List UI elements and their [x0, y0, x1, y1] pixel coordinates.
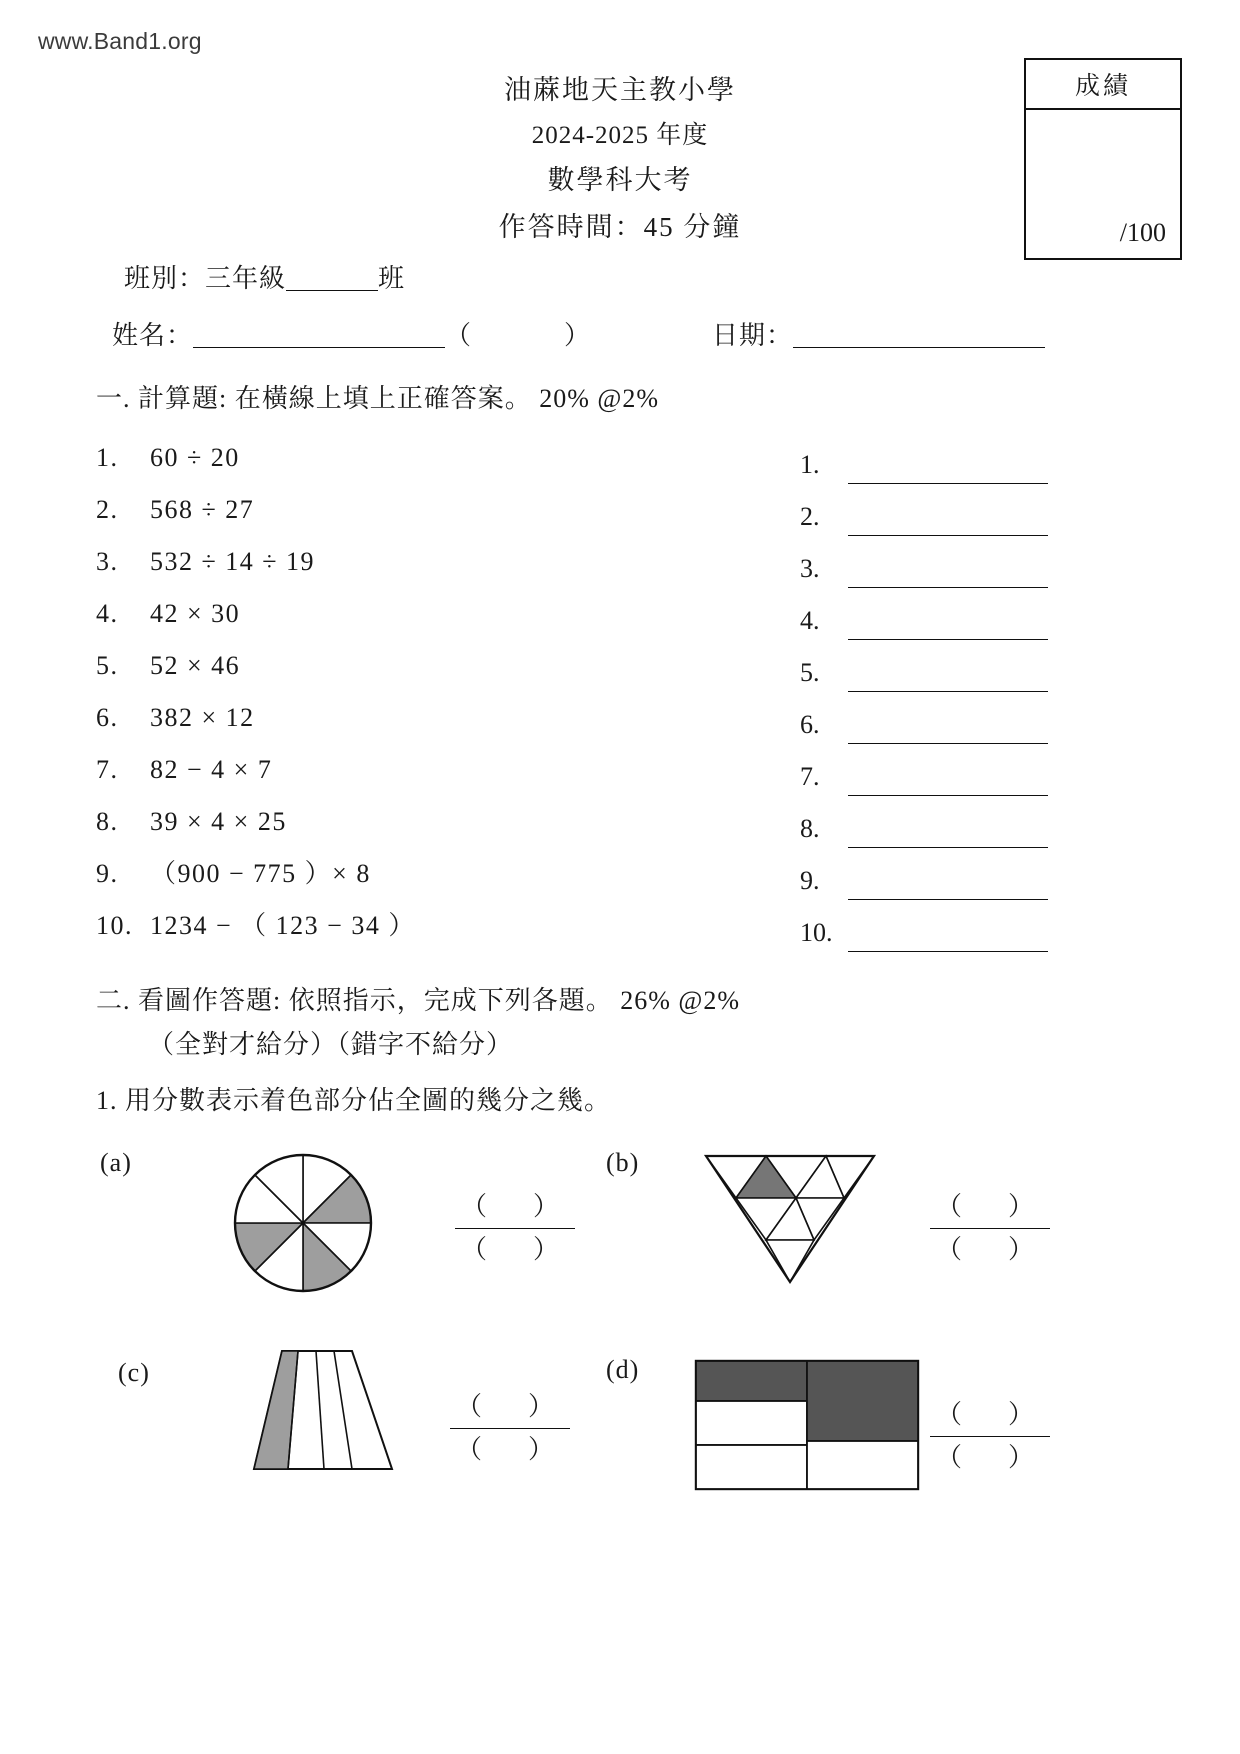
answer-input-line[interactable]	[848, 705, 1048, 744]
fraction-denominator[interactable]: （ ）	[935, 1443, 1044, 1472]
calc-item	[96, 848, 756, 900]
answer-number: 8.	[800, 814, 820, 843]
site-url: www.Band1.org	[38, 28, 202, 54]
school-year: 2024-2025 年度	[531, 121, 709, 149]
fraction-answer-d[interactable]	[930, 1398, 1050, 1475]
answer-number: 9.	[800, 866, 820, 895]
calc-expression: 42 × 30	[150, 599, 241, 628]
answer-number: 3.	[800, 554, 820, 583]
answer-row	[800, 692, 1048, 744]
calc-expression: 39 × 4 × 25	[150, 807, 287, 836]
calc-number: 7.	[96, 755, 119, 784]
fraction-denominator[interactable]: （ ）	[460, 1235, 569, 1264]
calc-number: 5.	[96, 651, 119, 680]
score-label: 成績	[1026, 60, 1180, 110]
calc-number: 6.	[96, 703, 119, 732]
class-suffix: 班	[378, 264, 406, 293]
answer-row	[800, 744, 1048, 796]
name-paren-close: ）	[564, 321, 592, 350]
date-input-line[interactable]	[793, 321, 1045, 348]
section1-question-list	[96, 432, 756, 952]
section1-title: 一. 計算題: 在橫線上填上正確答案。 20% @2%	[96, 384, 659, 413]
answer-number: 5.	[800, 658, 820, 687]
section2-title: 二. 看圖作答題: 依照指示，完成下列各題。 26% @2%	[96, 986, 740, 1015]
answer-number: 1.	[800, 450, 820, 479]
answer-number: 6.	[800, 710, 820, 739]
calc-item	[96, 796, 756, 848]
name-input-line[interactable]	[193, 321, 445, 348]
answer-input-line[interactable]	[848, 757, 1048, 796]
exam-duration: 作答時間：45 分鐘	[498, 211, 742, 242]
class-input-line[interactable]	[286, 264, 378, 291]
calc-number: 3.	[96, 547, 119, 576]
trapezoid-4-icon	[232, 1345, 412, 1475]
answer-number: 4.	[800, 606, 820, 635]
figure-label-c: (c)	[118, 1358, 150, 1387]
name-label: 姓名：	[112, 321, 194, 350]
calc-item	[96, 484, 756, 536]
calc-number: 1.	[96, 443, 119, 472]
answer-number: 7.	[800, 762, 820, 791]
answer-number: 2.	[800, 502, 820, 531]
calc-expression: 382 × 12	[150, 703, 255, 732]
calc-expression: 60 ÷ 20	[150, 443, 240, 472]
figure-label-b: (b)	[606, 1148, 640, 1177]
calc-expression: 1234 − （ 123 − 34 ）	[150, 911, 416, 940]
fraction-numerator[interactable]: （ ）	[930, 1398, 1050, 1437]
answer-input-line[interactable]	[848, 601, 1048, 640]
calc-expression: 52 × 46	[150, 651, 241, 680]
answer-row	[800, 900, 1048, 952]
figure-b-triangle	[700, 1150, 880, 1295]
class-number-input-line[interactable]	[472, 322, 564, 348]
fraction-denominator[interactable]: （ ）	[455, 1435, 564, 1464]
calc-item	[96, 900, 756, 952]
fraction-numerator[interactable]: （ ）	[455, 1190, 575, 1229]
calc-number: 2.	[96, 495, 119, 524]
answer-row	[800, 588, 1048, 640]
calc-expression: 532 ÷ 14 ÷ 19	[150, 547, 316, 576]
figure-c-trapezoid	[232, 1345, 412, 1480]
date-label: 日期：	[712, 321, 794, 350]
answer-row	[800, 484, 1048, 536]
calc-item	[96, 432, 756, 484]
answer-row	[800, 536, 1048, 588]
score-total: /100	[1119, 218, 1166, 247]
school-name: 油蔴地天主教小學	[504, 75, 736, 105]
answer-row	[800, 432, 1048, 484]
answer-input-line[interactable]	[848, 809, 1048, 848]
answer-row	[800, 848, 1048, 900]
name-paren-open: （	[445, 321, 473, 350]
answer-input-line[interactable]	[848, 549, 1048, 588]
answer-input-line[interactable]	[848, 653, 1048, 692]
calc-number: 9.	[96, 859, 119, 888]
figure-a-circle	[228, 1148, 378, 1303]
answer-input-line[interactable]	[848, 497, 1048, 536]
fraction-answer-c[interactable]	[450, 1390, 570, 1467]
calc-expression: 82 − 4 × 7	[150, 755, 273, 784]
answer-number: 10.	[800, 918, 833, 947]
fraction-numerator[interactable]: （ ）	[930, 1190, 1050, 1229]
answer-input-line[interactable]	[848, 445, 1048, 484]
fraction-answer-a[interactable]	[455, 1190, 575, 1267]
calc-expression: 568 ÷ 27	[150, 495, 255, 524]
figure-label-d: (d)	[606, 1355, 640, 1384]
circle-8-sectors-icon	[228, 1148, 378, 1298]
section1-answer-list	[800, 432, 1048, 952]
date-field	[712, 315, 1045, 352]
rectangle-grid-icon	[692, 1355, 922, 1495]
answer-row	[800, 796, 1048, 848]
calc-item	[96, 640, 756, 692]
name-field	[112, 315, 591, 352]
answer-row	[800, 640, 1048, 692]
inverted-triangle-9-icon	[700, 1150, 880, 1290]
calc-number: 4.	[96, 599, 119, 628]
section2-q1-text: 1. 用分數表示着色部分佔全圖的幾分之幾。	[96, 1086, 612, 1115]
fraction-denominator[interactable]: （ ）	[935, 1235, 1044, 1264]
answer-input-line[interactable]	[848, 913, 1048, 952]
calc-expression: （900 − 775 ）× 8	[150, 859, 371, 888]
fraction-numerator[interactable]: （ ）	[450, 1390, 570, 1429]
class-field	[124, 258, 405, 295]
calc-number: 8.	[96, 807, 119, 836]
calc-item	[96, 588, 756, 640]
calc-item	[96, 536, 756, 588]
calc-number: 10.	[96, 911, 133, 940]
calc-item	[96, 744, 756, 796]
answer-input-line[interactable]	[848, 861, 1048, 900]
exam-subject: 數學科大考	[547, 165, 693, 195]
section2-subtitle: （全對才給分）（錯字不給分）	[148, 1030, 514, 1059]
class-label: 班別：三年級	[124, 264, 287, 293]
figure-label-a: (a)	[100, 1148, 132, 1177]
calc-item	[96, 692, 756, 744]
score-box	[1024, 58, 1182, 260]
figure-d-rect-grid	[692, 1355, 922, 1500]
fraction-answer-b[interactable]	[930, 1190, 1050, 1267]
